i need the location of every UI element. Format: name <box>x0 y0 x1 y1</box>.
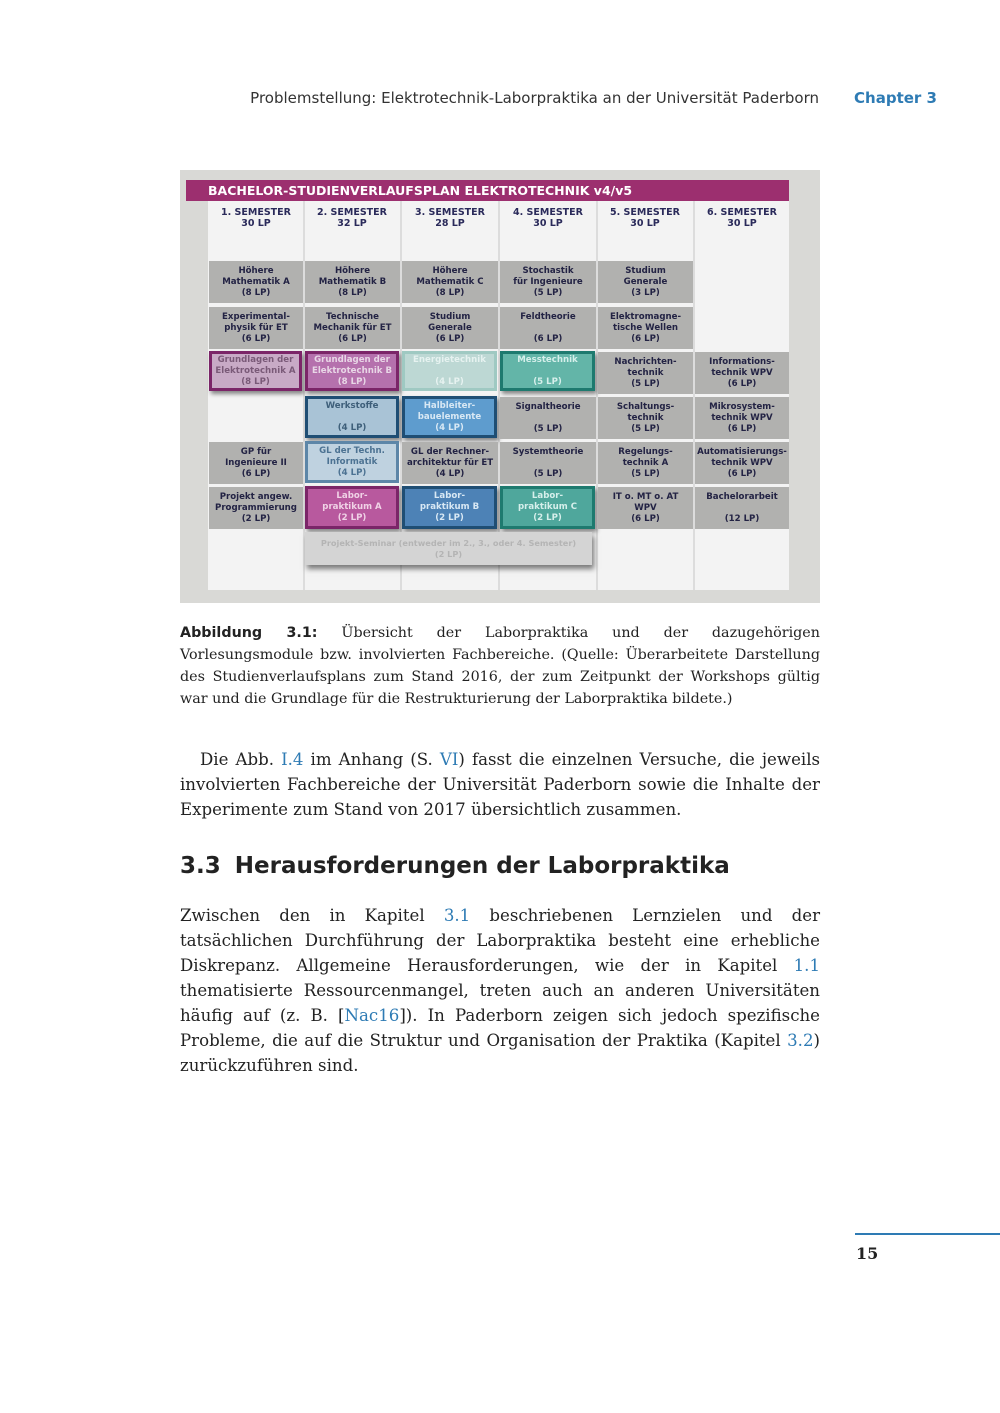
module-messtechnik: Messtechnik (5 LP) <box>500 351 595 391</box>
module-feldtheorie: Feldtheorie (6 LP) <box>500 307 596 349</box>
module-technische-mechanik: Technische Mechanik für ET (6 LP) <box>305 307 400 349</box>
module-grundlagen-et-b: Grundlagen der Elektrotechnik B (8 LP) <box>305 351 399 391</box>
semester-header-2: 2. SEMESTER 32 LP <box>317 207 387 229</box>
module-laborpraktikum-a: Labor- praktikum A (2 LP) <box>305 486 399 529</box>
column-separator <box>596 201 598 590</box>
paragraph-text: ]). In Paderborn zeigen sich jedoch spezifische Probleme, die auf die Struktur und Organisation der Praktika (Kapitel <box>180 1006 820 1050</box>
module-schaltungstechnik: Schaltungs- technik (5 LP) <box>598 397 693 439</box>
module-elektromagnetische-wellen: Elektromagne- tische Wellen (6 LP) <box>598 307 693 349</box>
semester-header-5: 5. SEMESTER 30 LP <box>610 207 680 229</box>
module-hoehere-mathematik-b: Höhere Mathematik B (8 LP) <box>305 261 400 303</box>
module-laborpraktikum-b: Labor- praktikum B (2 LP) <box>402 486 497 529</box>
module-hoehere-mathematik-a: Höhere Mathematik A (8 LP) <box>209 261 303 303</box>
module-nachrichtentechnik: Nachrichten- technik (5 LP) <box>598 352 693 394</box>
module-gl-technische-informatik: GL der Techn. Informatik (4 LP) <box>305 441 399 483</box>
running-title: Problemstellung: Elektrotechnik-Laborpraktika an der Universität Paderborn <box>250 89 819 107</box>
module-stochastik: Stochastik für Ingenieure (5 LP) <box>500 261 596 303</box>
module-regelungstechnik: Regelungs- technik A (5 LP) <box>598 442 693 484</box>
module-projekt-seminar: Projekt-Seminar (entweder im 2., 3., oder 4. Semester) (2 LP) <box>305 532 592 565</box>
caption-label: Abbildung 3.1: <box>180 625 318 641</box>
module-projekt-programmierung: Projekt angew. Programmierung (2 LP) <box>209 487 303 529</box>
paragraph-text: thematisierte Ressourcenmangel, treten auch an anderen Universitäten häufig auf (z. B. [ <box>180 981 820 1025</box>
plan-title: BACHELOR-STUDIENVERLAUFSPLAN ELEKTROTECHNIK v4/v5 <box>186 180 789 201</box>
module-bachelorarbeit: Bachelorarbeit (12 LP) <box>695 487 789 529</box>
cross-reference-link[interactable]: 3.1 <box>443 906 471 925</box>
module-studium-generale-sem5: Studium Generale (3 LP) <box>598 261 693 303</box>
module-halbleiterbauelemente: Halbleiter- bauelemente (4 LP) <box>402 396 497 438</box>
section-heading <box>180 853 820 879</box>
paragraph-text: ) fasst die einzelnen Versuche, die jeweils involvierten Fachbereiche der Universität Paderborn sowie die Inhalte der Experimente zum Stand von 2017 übersichtlich zusammen. <box>180 750 821 819</box>
cross-reference-link[interactable]: VI <box>439 750 459 769</box>
module-gp-fuer-ingenieure: GP für Ingenieure II (6 LP) <box>209 442 303 484</box>
figure-study-plan <box>180 170 820 603</box>
paragraph-text: Zwischen den in Kapitel <box>180 906 444 925</box>
caption-text: Übersicht der Laborpraktika und der dazugehörigen Vorlesungsmodule bzw. involvierten Fachbereiche. (Quelle: Überarbeitete Darstellung des Studienverlaufsplans zum Stand 2016, der zum Zeitpunkt der Workshops gültig war und die Grundlage für die Restrukturierung der Laborpraktika bildete.) <box>180 625 820 707</box>
module-informationstechnik: Informations- technik WPV (6 LP) <box>695 352 789 394</box>
module-werkstoffe: Werkstoffe (4 LP) <box>305 396 399 438</box>
module-signaltheorie: Signaltheorie (5 LP) <box>500 397 596 439</box>
chapter-label: Chapter 3 <box>854 89 937 107</box>
body-paragraph-1 <box>180 747 820 822</box>
semester-header-6: 6. SEMESTER 30 LP <box>707 207 777 229</box>
section-title: Herausforderungen der Laborpraktika <box>234 853 730 879</box>
figure-caption <box>180 622 820 710</box>
cross-reference-link[interactable]: 1.1 <box>793 956 820 975</box>
module-wpv-it-mt-at: IT o. MT o. AT WPV (6 LP) <box>598 487 693 529</box>
body-paragraph-2 <box>180 903 820 1078</box>
section-number: 3.3 <box>180 853 221 879</box>
footer-rule <box>855 1233 1000 1235</box>
cross-reference-link[interactable]: 3.2 <box>787 1031 814 1050</box>
module-hoehere-mathematik-c: Höhere Mathematik C (8 LP) <box>402 261 498 303</box>
semester-header-3: 3. SEMESTER 28 LP <box>415 207 485 229</box>
module-grundlagen-et-a: Grundlagen der Elektrotechnik A (8 LP) <box>209 351 302 391</box>
semester-header-4: 4. SEMESTER 30 LP <box>513 207 583 229</box>
module-experimentalphysik: Experimental- physik für ET (6 LP) <box>209 307 303 349</box>
semester-header-1: 1. SEMESTER 30 LP <box>221 207 291 229</box>
column-separator <box>693 201 695 590</box>
module-energietechnik: Energietechnik (4 LP) <box>402 351 497 391</box>
page-number: 15 <box>856 1244 879 1263</box>
plan-grid <box>208 201 789 590</box>
citation-link[interactable]: Nac16 <box>344 1006 400 1025</box>
paragraph-text: im Anhang (S. <box>303 750 440 769</box>
module-systemtheorie: Systemtheorie (5 LP) <box>500 442 596 484</box>
module-gl-rechnerarchitektur: GL der Rechner- architektur für ET (4 LP) <box>402 442 498 484</box>
cross-reference-link[interactable]: I.4 <box>281 750 304 769</box>
paragraph-text: beschriebenen Lernzielen und der tatsächlichen Durchführung der Laborpraktika besteht eine erhebliche Diskrepanz. Allgemeine Herausforderungen, wie der in Kapitel <box>180 906 821 975</box>
paragraph-text: ) zurückzuführen sind. <box>180 1031 820 1075</box>
module-studium-generale-sem3: Studium Generale (6 LP) <box>402 307 498 349</box>
paragraph-text: Die Abb. <box>200 750 282 769</box>
module-automatisierungstechnik: Automatisierungs- technik WPV (6 LP) <box>695 442 789 484</box>
module-laborpraktikum-c: Labor- praktikum C (2 LP) <box>500 486 595 529</box>
module-mikrosystemtechnik: Mikrosystem- technik WPV (6 LP) <box>695 397 789 439</box>
